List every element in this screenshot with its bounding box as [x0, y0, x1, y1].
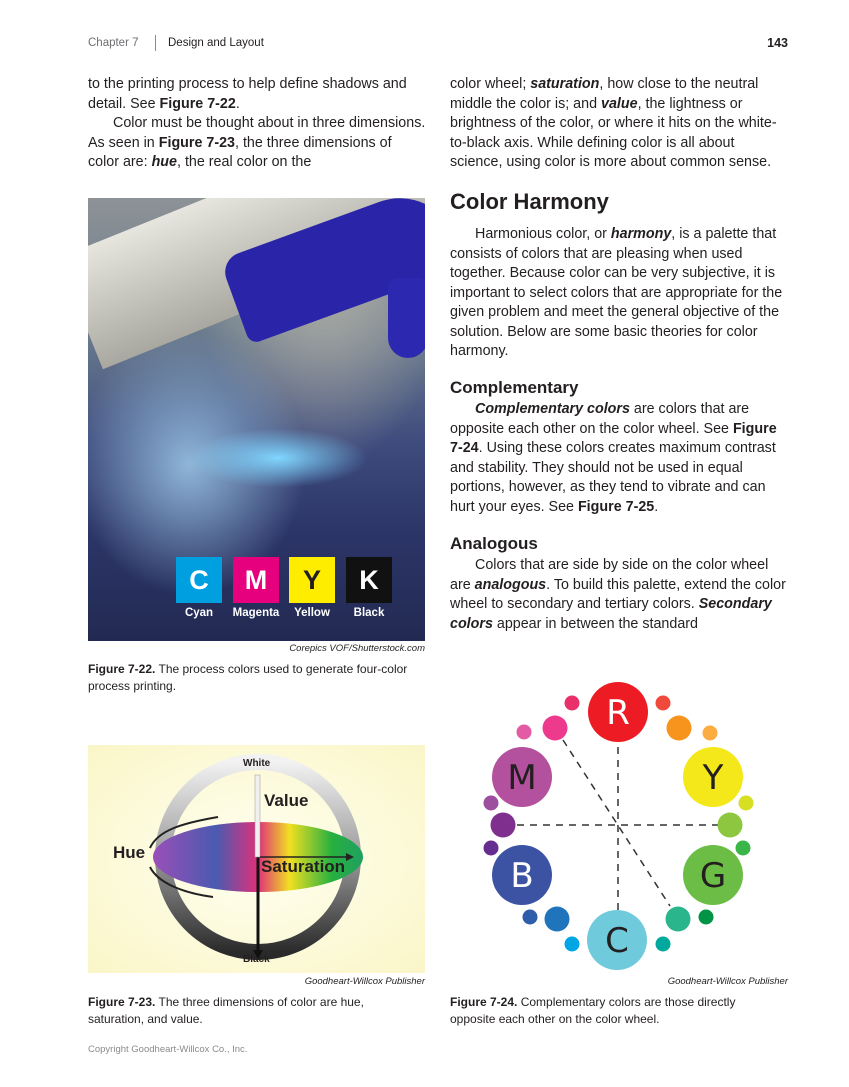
tertiary-dot — [703, 726, 718, 741]
figure-credit: Goodheart-Willcox Publisher — [304, 976, 425, 987]
text-run: are colors that are opposite each other on the color wheel. See — [450, 401, 750, 437]
tertiary-dot — [565, 937, 580, 952]
secondary-dot — [666, 907, 691, 932]
text-run: Harmonious color, or — [475, 226, 611, 242]
tertiary-dot — [656, 696, 671, 711]
emphasized-term: saturation — [530, 76, 600, 92]
text-run: . — [654, 498, 659, 515]
caption-text: The three dimensions of color are hue, saturation, and value. — [88, 995, 364, 1026]
emphasized-term: Secondary colors — [450, 596, 772, 632]
tertiary-dot — [656, 937, 671, 952]
primary-letter: R — [606, 693, 630, 733]
emphasized-term: value — [601, 95, 638, 112]
cmyk-label-black: Black — [353, 607, 385, 619]
figure-credit: Goodheart-Willcox Publisher — [667, 976, 788, 987]
secondary-dot — [543, 716, 568, 741]
label-white: White — [243, 758, 271, 769]
tertiary-dot — [517, 725, 532, 740]
text-run: , the three dimensions of color are: — [88, 134, 392, 170]
tertiary-dot — [736, 841, 751, 856]
tertiary-dot — [699, 910, 714, 925]
page-number: 143 — [767, 36, 788, 50]
cmyk-label-magenta: Magenta — [232, 607, 280, 619]
secondary-dot — [545, 907, 570, 932]
secondary-dot — [667, 716, 692, 741]
tertiary-dot — [565, 696, 580, 711]
emphasized-term: hue — [151, 154, 177, 170]
tertiary-dot — [739, 796, 754, 811]
label-value: Value — [264, 791, 309, 810]
cmyk-box-magenta: M — [233, 557, 279, 603]
primary-letter: Y — [702, 758, 724, 798]
text-run: Colors that are side by side on the color wheel are — [450, 557, 769, 593]
heading-analogous: Analogous — [450, 534, 538, 553]
photo-credit: Corepics VOF/Shutterstock.com — [289, 643, 425, 654]
emphasized-term: Figure 7-25 — [577, 498, 655, 515]
text-run: . To build this palette, extend the color wheel to secondary and tertiary colors. — [450, 576, 786, 612]
text-run: , is a palette that consists of colors that are pleasing when used together. Because color can be very subjective, it is important to select colors that are appropriate for the given problem and meet the general objective of the solution. Below are some basic theories for color harmony. — [450, 226, 783, 359]
copyright-footer: Copyright Goodheart-Willcox Co., Inc. — [88, 1044, 248, 1055]
text-run: , the real color on the — [177, 154, 312, 170]
text-run: , the lightness or brightness of the color, or where it hits on the white-to-black axis. While defining color is all about science, using color is more about common sense. — [450, 95, 777, 170]
emphasized-term: harmony — [610, 226, 672, 242]
primary-letter: C — [605, 921, 629, 961]
tertiary-dot — [523, 910, 538, 925]
cmyk-label-yellow: Yellow — [294, 607, 330, 619]
emphasized-term: Complementary colors — [475, 401, 630, 417]
text-run: Color must be thought about in three dimensions. As seen in — [88, 115, 426, 151]
text-run: to the printing process to help define shadows and detail. See — [88, 76, 407, 112]
running-header-chapter: Chapter 7 — [88, 37, 139, 49]
figure-caption — [450, 994, 770, 1028]
caption-label: Figure 7-23. — [88, 995, 156, 1009]
secondary-dot — [491, 813, 516, 838]
caption-label: Figure 7-22. — [88, 662, 156, 676]
secondary-dot — [718, 813, 743, 838]
label-hue: Hue — [113, 843, 146, 862]
tertiary-dot — [484, 841, 499, 856]
emphasized-term: Figure 7-22 — [159, 95, 236, 112]
label-saturation: Saturation — [261, 857, 346, 876]
text-run: . Using these colors creates maximum contrast and stability. They should not be used in equal portions, however, as they tend to vibrate and can hurt your eyes. See — [450, 440, 776, 515]
text-run: appear in between the standard — [492, 615, 698, 632]
emphasized-term: analogous — [474, 576, 547, 593]
primary-letter: B — [510, 856, 534, 896]
text-run: , how close to the neutral middle the color is; and — [450, 76, 759, 112]
text-run: . — [235, 95, 240, 112]
cmyk-box-yellow: Y — [289, 557, 335, 603]
caption-label: Figure 7-24. — [450, 995, 518, 1009]
cmyk-box-cyan: C — [176, 557, 222, 603]
cmyk-label-cyan: Cyan — [184, 607, 214, 619]
primary-letter: M — [507, 758, 537, 798]
primary-letter: G — [699, 856, 727, 896]
running-header-section: Design and Layout — [168, 37, 264, 49]
caption-text: Complementary colors are those directly opposite each other on the color wheel. — [450, 995, 736, 1026]
caption-text: The process colors used to generate four-color process printing. — [88, 662, 408, 693]
text-run: color wheel; — [450, 76, 531, 92]
heading-color-harmony: Color Harmony — [450, 189, 609, 214]
complement-line-diagonal — [563, 740, 670, 906]
tertiary-dot — [484, 796, 499, 811]
emphasized-term: Figure 7-23 — [158, 134, 236, 151]
emphasized-term: Figure 7-24 — [450, 420, 777, 456]
label-black: Black — [243, 954, 270, 965]
cmyk-box-black: K — [346, 557, 392, 603]
heading-complementary: Complementary — [450, 378, 579, 397]
